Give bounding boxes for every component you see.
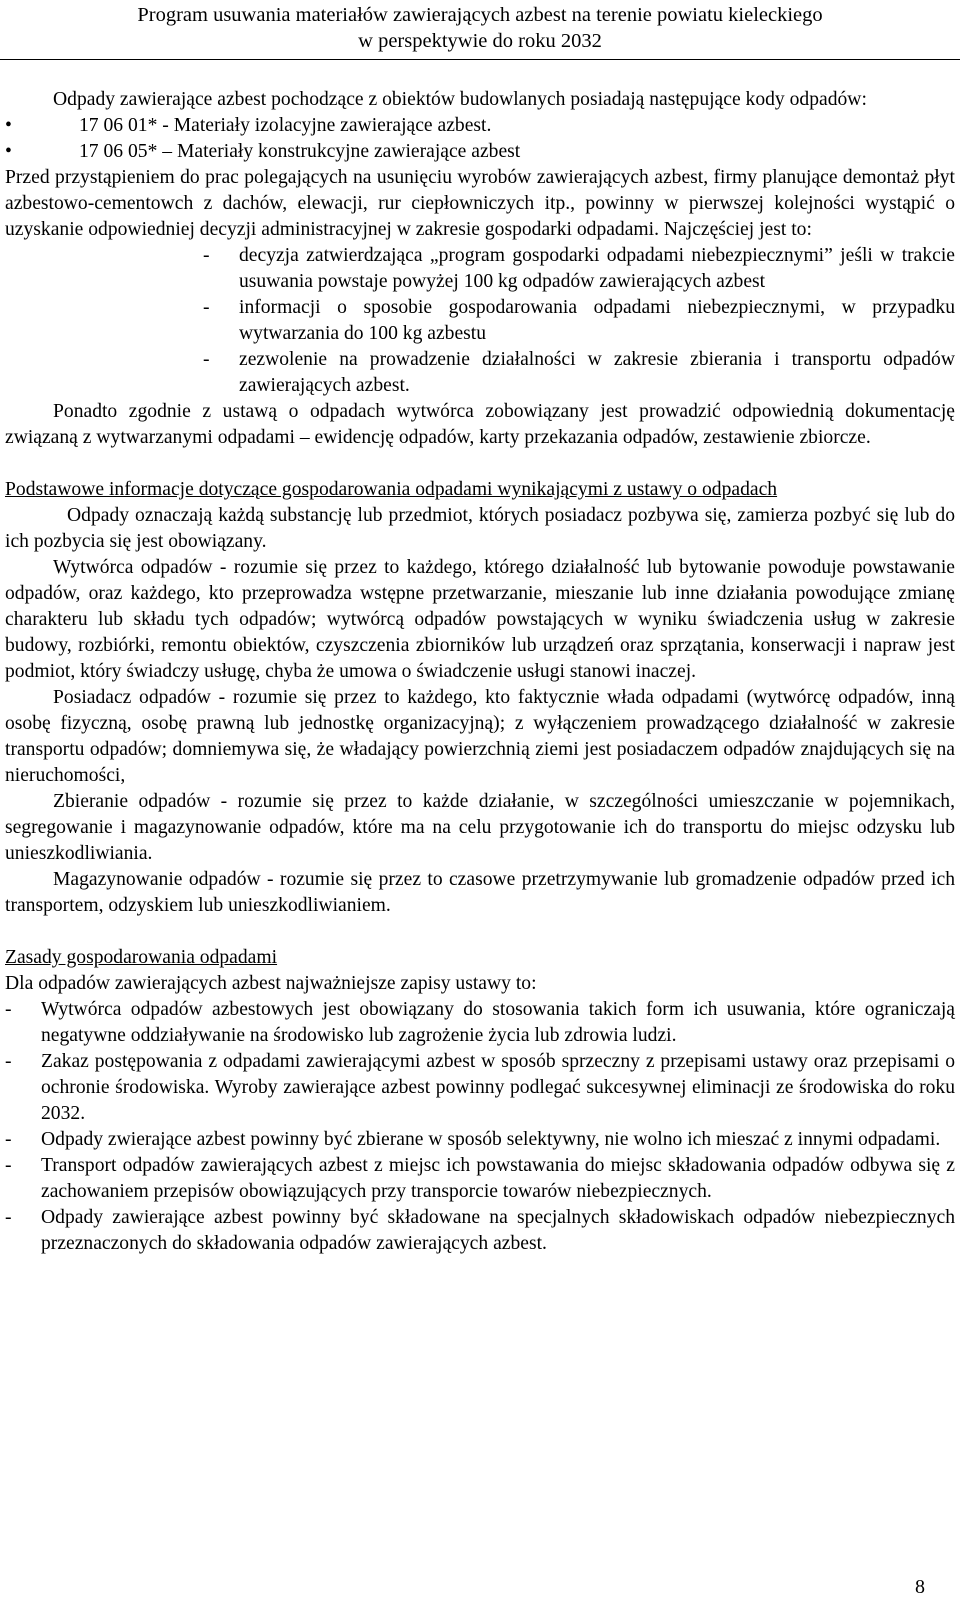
decision-text: zezwolenie na prowadzenie działalności w zakresie zbierania i transportu odpadów zawierających azbest. [239,349,955,396]
rule-item [5,1049,955,1127]
rules-intro: Dla odpadów zawierających azbest najważniejsze zapisy ustawy to: [5,973,537,994]
dash-icon: - [5,999,12,1020]
rule-text: Odpady zawierające azbest powinny być składowane na specjalnych składowiskach odpadów niebezpiecznych przeznaczonych do składowania odpadów zawierających azbest. [41,1207,955,1254]
dash-icon: - [5,1129,12,1150]
rule-item [5,1205,955,1257]
definition-storage: Magazynowanie odpadów - rozumie się przez to czasowe przetrzymywanie lub gromadzenie odpadów przed ich transportem, odzyskiem lub unieszkodliwianiem. [5,869,955,916]
rule-text: Zakaz postępowania z odpadami zawierającymi azbest w sposób sprzeczny z przepisami ustawy oraz przepisami o ochronie środowiska. Wyroby zawierające azbest powinny podlegać sukcesywnej eliminacji ze środowiska do roku 2032. [41,1051,955,1124]
dash-icon: - [203,349,210,370]
rule-text: Wytwórca odpadów azbestowych jest obowiązany do stosowania takich form ich usuwania, które ograniczają negatywne oddziaływanie na środowisko lub zagrożenie życia lub zdrowia ludzi. [41,999,955,1046]
intro-paragraph: Odpady zawierające azbest pochodzące z obiektów budowlanych posiadają następujące kody odpadów: [53,89,867,110]
rule-item [5,1153,955,1205]
dash-icon: - [5,1051,12,1072]
section-heading-basic-info: Podstawowe informacje dotyczące gospodarowania odpadami wynikającymi z ustawy o odpadach [5,479,778,500]
waste-code-item [5,113,955,139]
dash-icon: - [5,1207,12,1228]
dash-icon: - [203,245,210,266]
rule-item [5,997,955,1049]
rule-text: Transport odpadów zawierających azbest z miejsc ich powstawania do miejsc składowania odpadów odbywa się z zachowaniem przepisów obowiązujących przy transporcie towarów niebezpiecznych. [41,1155,955,1202]
definition-producer: Wytwórca odpadów - rozumie się przez to każdego, którego działalność lub bytowanie powoduje powstawanie odpadów, oraz każdego, kto przeprowadza wstępne przetwarzanie, mieszanie lub inne działania powodujące zmianę charakteru lub składu tych odpadów; wytwórcą odpadów powstających w wyniku świadczenia usług w zakresie budowy, rozbiórki, remontu obiektów, czyszczenia zbiorników lub urządzeń oraz sprzątania, konserwacji i napraw jest podmiot, który świadczy usługę, chyba że umowa o świadczenie usługi stanowi inaczej. [5,557,955,682]
header-divider [0,59,960,60]
document-body [5,87,955,1257]
definition-collection: Zbieranie odpadów - rozumie się przez to każde działanie, w szczególności umieszczanie w pojemnikach, segregowanie i magazynowanie odpadów, które ma na celu przygotowanie ich do transportu do miejsc odzysku lub unieszkodliwiania. [5,791,955,864]
dash-icon: - [203,297,210,318]
waste-code-text: 17 06 01* - Materiały izolacyjne zawierające azbest. [79,115,492,136]
section-heading-rules: Zasady gospodarowania odpadami [5,947,278,968]
running-header [0,2,960,54]
bullet-icon: • [5,115,12,136]
rule-text: Odpady zwierające azbest powinny być zbierane w sposób selektywny, nie wolno ich mieszać z innymi odpadami. [41,1129,941,1150]
paragraph-prior-decision: Przed przystąpieniem do prac polegających na usunięciu wyrobów zawierających azbest, firmy planujące demontaż płyt azbestowo-cementowch z dachów, elewacji, rur ciepłowniczych itp., powinny w pierwszej kolejności wystąpić o uzyskanie odpowiedniej decyzji administracyjnej w zakresie gospodarki odpadami. Najczęściej jest to: [5,167,955,240]
decision-text: informacji o sposobie gospodarowania odpadami niebezpiecznymi, w przypadku wytwarzania do 100 kg azbestu [239,297,955,344]
page-number: 8 [915,1576,925,1598]
waste-code-item [5,139,955,165]
definition-waste: Odpady oznaczają każdą substancję lub przedmiot, których posiadacz pozbywa się, zamierza pozbyć się lub do ich pozbycia się jest obowiązany. [5,505,955,552]
decision-text: decyzja zatwierdzająca „program gospodarki odpadami niebezpiecznymi” jeśli w trakcie usuwania powstaje powyżej 100 kg odpadów zawierających azbest [239,245,955,292]
dash-icon: - [5,1155,12,1176]
header-title-line2: w perspektywie do roku 2032 [358,30,602,52]
definition-holder: Posiadacz odpadów - rozumie się przez to każdego, kto faktycznie włada odpadami (wytwórcę odpadów, inną osobę fizyczną, osobę prawną lub jednostkę organizacyjną); z wyłączeniem prowadzącego działalność w zakresie transportu odpadów; domniemywa się, że władający powierzchnią ziemi jest posiadaczem odpadów znajdujących się na nieruchomości, [5,687,955,786]
bullet-icon: • [5,141,12,162]
rule-item [5,1127,955,1153]
decision-item [5,347,955,399]
decision-item [5,243,955,295]
header-title-line1: Program usuwania materiałów zawierających azbest na terenie powiatu kieleckiego [137,4,823,26]
paragraph-documentation: Ponadto zgodnie z ustawą o odpadach wytwórca zobowiązany jest prowadzić odpowiednią dokumentację związaną z wytwarzanymi odpadami – ewidencję odpadów, karty przekazania odpadów, zestawienie zbiorcze. [5,401,955,448]
decision-item [5,295,955,347]
waste-code-text: 17 06 05* – Materiały konstrukcyjne zawierające azbest [79,141,521,162]
